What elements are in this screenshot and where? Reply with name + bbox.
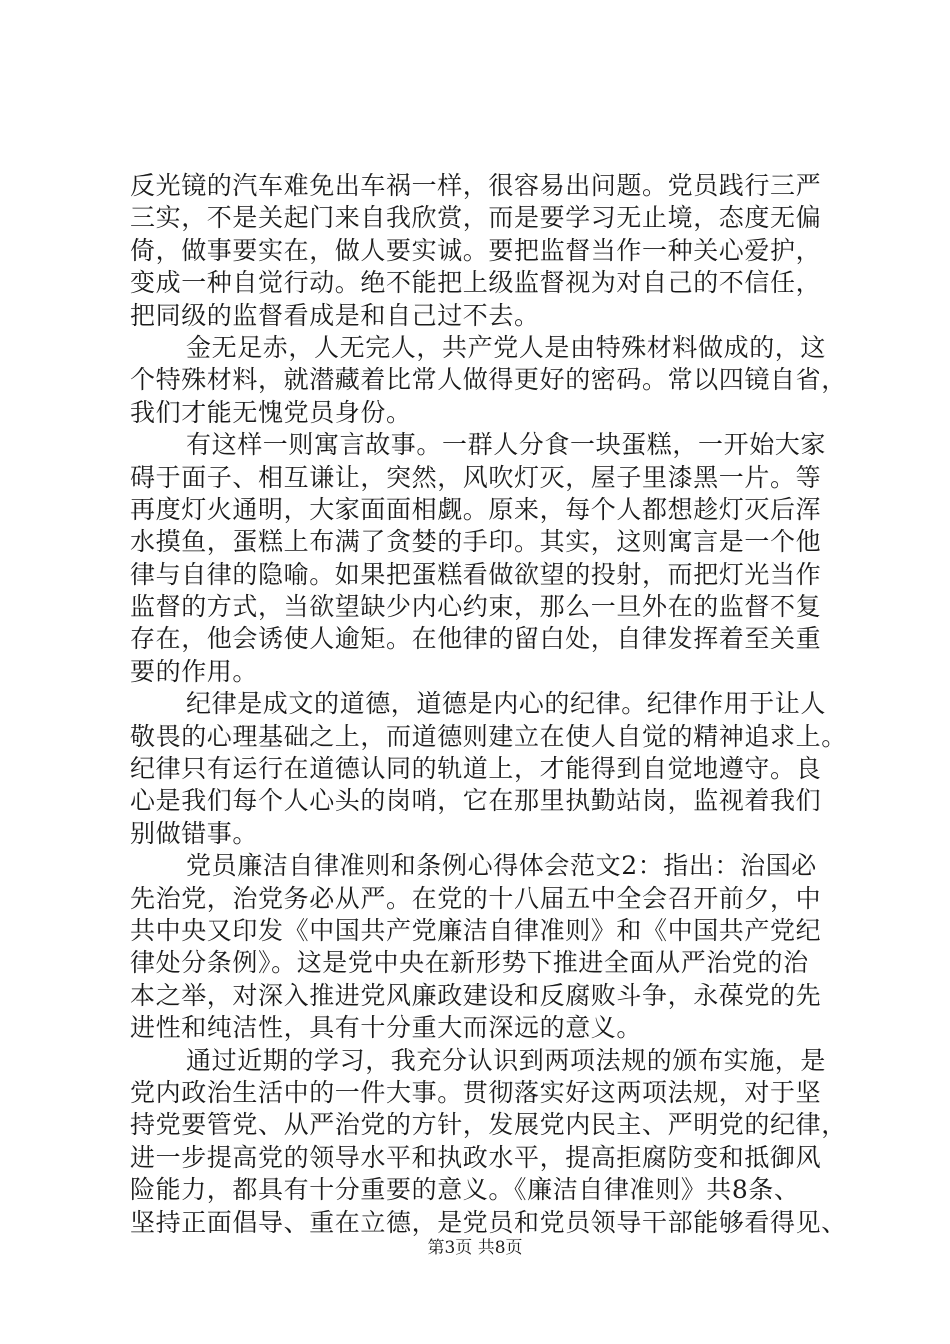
text-line: 党内政治生活中的一件大事。贯彻落实好这两项法规，对于坚: [130, 1077, 822, 1107]
text-line: 进性和纯洁性，具有十分重大而深远的意义。: [130, 1013, 643, 1043]
text-line: 我们才能无愧党员身份。: [130, 397, 412, 427]
text-line: 再度灯火通明，大家面面相觑。原来，每个人都想趁灯灭后浑: [130, 494, 822, 524]
text-line: 要的作用。: [130, 656, 259, 686]
text-line: 金无足赤，人无完人，共产党人是由特殊材料做成的，这: [186, 332, 827, 362]
text-line: 本之举，对深入推进党风廉政建设和反腐败斗争，永葆党的先: [130, 980, 822, 1010]
text-line: 把同级的监督看成是和自己过不去。: [130, 300, 540, 330]
text-line: 进一步提高党的领导水平和执政水平，提高拒腐防变和抵御风: [130, 1142, 822, 1172]
text-line: 有这样一则寓言故事。一群人分食一块蛋糕，一开始大家: [186, 430, 827, 460]
text-line: 持党要管党、从严治党的方针，发展党内民主、严明党的纪律，: [130, 1110, 847, 1140]
text-line: 坚持正面倡导、重在立德，是党员和党员领导干部能够看得见、: [130, 1207, 847, 1237]
text-line: 党员廉洁自律准则和条例心得体会范文2：指出：治国必: [186, 851, 817, 881]
text-line: 监督的方式，当欲望缺少内心约束，那么一旦外在的监督不复: [130, 592, 822, 622]
text-line: 别做错事。: [130, 818, 259, 848]
text-line: 反光镜的汽车难免出车祸一样，很容易出问题。党员践行三严: [130, 171, 822, 200]
text-line: 存在，他会诱使人逾矩。在他律的留白处，自律发挥着至关重: [130, 624, 822, 654]
text-line: 水摸鱼，蛋糕上布满了贪婪的手印。其实，这则寓言是一个他: [130, 527, 822, 557]
text-line: 律处分条例》。这是党中央在新形势下推进全面从严治党的治: [130, 948, 809, 978]
text-line: 共中央又印发《中国共产党廉洁自律准则》和《中国共产党纪: [130, 915, 822, 945]
text-line: 纪律是成文的道德，道德是内心的纪律。纪律作用于让人: [186, 689, 827, 719]
page-number-footer: 第3页 共8页: [427, 1238, 523, 1258]
text-line: 敬畏的心理基础之上，而道德则建立在使人自觉的精神追求上。: [130, 721, 847, 751]
text-line: 通过近期的学习，我充分认识到两项法规的颁布实施，是: [186, 1045, 827, 1075]
text-line: 律与自律的隐喻。如果把蛋糕看做欲望的投射，而把灯光当作: [130, 559, 822, 589]
text-line: 个特殊材料，就潜藏着比常人做得更好的密码。常以四镜自省，: [130, 365, 847, 395]
text-line: 三实，不是关起门来自我欣赏，而是要学习无止境，态度无偏: [130, 203, 822, 233]
text-line: 变成一种自觉行动。绝不能把上级监督视为对自己的不信任，: [130, 268, 822, 298]
text-line: 碍于面子、相互谦让，突然，风吹灯灭，屋子里漆黑一片。等: [130, 462, 822, 492]
text-line: 心是我们每个人心头的岗哨，它在那里执勤站岗，监视着我们: [130, 786, 822, 816]
text-line: 先治党，治党务必从严。在党的十八届五中全会召开前夕，中: [130, 883, 822, 913]
body-text: [130, 170, 860, 1239]
text-line: 险能力，都具有十分重要的意义。《廉洁自律准则》共8条、: [130, 1175, 800, 1205]
text-line: 倚，做事要实在，做人要实诚。要把监督当作一种关心爱护，: [130, 235, 822, 265]
text-line: 纪律只有运行在道德认同的轨道上，才能得到自觉地遵守。良: [130, 754, 822, 784]
